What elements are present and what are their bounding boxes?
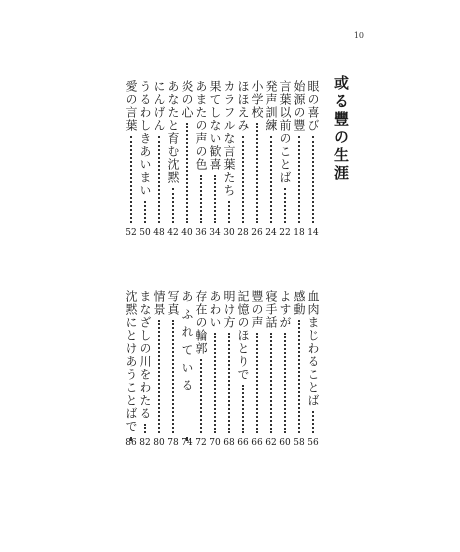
- toc-entry-page: 52: [125, 228, 137, 238]
- toc-entry-title: あ ふ れ て い る: [180, 290, 194, 393]
- toc-leader-dots: [214, 175, 216, 223]
- toc-entry-page: 24: [265, 228, 277, 238]
- toc-leader-dots: [242, 385, 244, 433]
- toc-leader-dots: [270, 333, 272, 433]
- toc-leader-dots: [214, 333, 216, 433]
- toc-section-upper: [0, 80, 460, 246]
- toc-leader-dots: [284, 188, 286, 223]
- toc-entry-title: 血肉まじわることば: [306, 290, 320, 407]
- toc-entry-title: 記憶のほとりで: [236, 290, 250, 381]
- toc-entry: [235, 80, 251, 246]
- toc-entry: [151, 290, 167, 456]
- toc-entry-page: 68: [223, 438, 235, 448]
- toc-leader-dots: [158, 320, 160, 433]
- toc-entry-page: 86: [125, 438, 137, 448]
- toc-leader-dots: [256, 123, 258, 223]
- toc-entry-title: 発声訓練: [264, 80, 278, 132]
- toc-entry-page: 66: [237, 438, 249, 448]
- toc-entry-title: 情景: [152, 290, 166, 316]
- toc-entry-page: 28: [237, 228, 249, 238]
- toc-entry-title: 果てしない歓喜: [208, 80, 222, 171]
- toc-entry-title: あわい: [208, 290, 222, 329]
- toc-entry: [249, 80, 265, 246]
- toc-entry-title: 写真: [166, 290, 180, 316]
- toc-entry-title: ほほえみ: [236, 80, 250, 132]
- toc-leader-dots: [144, 201, 146, 223]
- toc-entry: [137, 290, 153, 456]
- toc-entry-title: 感動: [292, 290, 306, 316]
- toc-entry-page: 48: [153, 228, 165, 238]
- toc-entry: [277, 80, 293, 246]
- toc-entry-page: 80: [153, 438, 165, 448]
- toc-entry: [263, 80, 279, 246]
- toc-entry-title: 愛の言葉: [124, 80, 138, 132]
- toc-entry-title: うるわしきあいまい: [138, 80, 152, 197]
- toc-leader-dots: [172, 188, 174, 223]
- toc-entry-title: 小学校: [250, 80, 264, 119]
- toc-entry: [123, 80, 139, 246]
- toc-leader-dots: [242, 136, 244, 223]
- toc-entry-page: 82: [139, 438, 151, 448]
- toc-entry: [249, 290, 265, 456]
- toc-entry-title: にんげん: [152, 80, 166, 132]
- toc-entry-page: 74: [181, 438, 193, 448]
- toc-leader-dots: [144, 424, 146, 433]
- toc-entry: [305, 80, 321, 246]
- toc-entry-title: まなざしの川をわたる: [138, 290, 152, 420]
- toc-entry-title: 豐の声: [250, 290, 264, 329]
- toc-leader-dots: [200, 359, 202, 433]
- toc-entry: [193, 290, 209, 456]
- toc-leader-dots: [200, 175, 202, 223]
- toc-entry: [193, 80, 209, 246]
- toc-entry-page: 18: [293, 228, 305, 238]
- toc-entry: [165, 290, 181, 456]
- book-title: 或る豐の生涯: [332, 75, 350, 183]
- toc-entry-title: 炎の心: [180, 80, 194, 119]
- toc-entry: [165, 80, 181, 246]
- toc-entry-title: 沈黙にとけあうことばで: [124, 290, 138, 433]
- toc-entry: [207, 290, 223, 456]
- toc-leader-dots: [312, 411, 314, 433]
- toc-entry-title: あなたと育む沈黙: [166, 80, 180, 184]
- toc-entry-page: 42: [167, 228, 179, 238]
- toc-entry-title: あまたの声の色: [194, 80, 208, 171]
- toc-leader-dots: [256, 333, 258, 433]
- toc-entry-page: 34: [209, 228, 221, 238]
- toc-entry: [123, 290, 139, 456]
- toc-entry: [207, 80, 223, 246]
- toc-entry-page: 36: [195, 228, 207, 238]
- toc-entry-title: カラフルな言葉たち: [222, 80, 236, 197]
- toc-entry-title: 言葉以前のことば: [278, 80, 292, 184]
- toc-entry-page: 62: [265, 438, 277, 448]
- toc-entry: [151, 80, 167, 246]
- toc-entry-page: 14: [307, 228, 319, 238]
- toc-entry-page: 56: [307, 438, 319, 448]
- toc-leader-dots: [130, 136, 132, 223]
- toc-entry: [263, 290, 279, 456]
- toc-leader-dots: [158, 136, 160, 223]
- toc-entry: [235, 290, 251, 456]
- toc-entry-page: 22: [279, 228, 291, 238]
- toc-entry-page: 50: [139, 228, 151, 238]
- toc-entry-page: 26: [251, 228, 263, 238]
- toc-leader-dots: [172, 320, 174, 433]
- toc-entry-page: 70: [209, 438, 221, 448]
- page-number: 10: [353, 31, 364, 40]
- toc-leader-dots: [284, 333, 286, 433]
- toc-entry: [277, 290, 293, 456]
- toc-entry-page: 72: [195, 438, 207, 448]
- toc-entry: [221, 80, 237, 246]
- toc-entry-page: 30: [223, 228, 235, 238]
- toc-entry-title: 明け方: [222, 290, 236, 329]
- toc-entry: [291, 290, 307, 456]
- toc-entry-title: よすが: [278, 290, 292, 329]
- toc-entry: [179, 80, 195, 246]
- toc-leader-dots: [270, 136, 272, 223]
- toc-entry-page: 40: [181, 228, 193, 238]
- toc-leader-dots: [298, 136, 300, 223]
- toc-leader-dots: [186, 123, 188, 223]
- toc-entry-page: 78: [167, 438, 179, 448]
- toc-entry: [221, 290, 237, 456]
- toc-leader-dots: [228, 201, 230, 223]
- toc-entry-title: 始源の豐: [292, 80, 306, 132]
- toc-entry: [137, 80, 153, 246]
- toc-entry: [179, 290, 195, 456]
- toc-entry-title: 寝手話: [264, 290, 278, 329]
- toc-entry-title: 眼の喜び: [306, 80, 320, 132]
- toc-entry-page: 58: [293, 438, 305, 448]
- toc-leader-dots: [228, 333, 230, 433]
- toc-entry-page: 66: [251, 438, 263, 448]
- toc-entry: [291, 80, 307, 246]
- toc-entry-page: 60: [279, 438, 291, 448]
- toc-section-lower: [0, 290, 460, 456]
- toc-leader-dots: [312, 136, 314, 223]
- toc-entry: [305, 290, 321, 456]
- toc-entry-title: 存在の輪郭: [194, 290, 208, 355]
- toc-leader-dots: [298, 320, 300, 433]
